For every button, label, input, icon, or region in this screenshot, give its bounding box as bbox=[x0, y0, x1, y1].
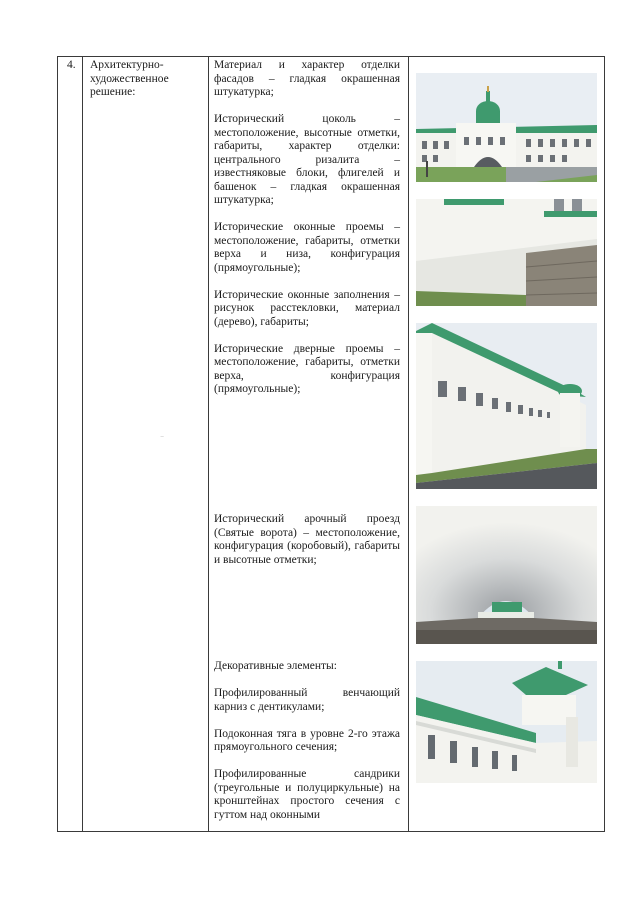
paragraph-door-openings: Исторические дверные проемы – местоположение, габариты, отметки верха, конфигурация (прямоугольные); bbox=[214, 342, 400, 395]
description-block-2 bbox=[214, 513, 400, 581]
row-name: Архитектурно-художественное решение: bbox=[90, 59, 169, 98]
paragraph-arched-passage: Исторический арочный проезд (Святые ворота) – местоположение, конфигурация (коробовый), габариты и высотные отметки; bbox=[214, 513, 400, 566]
paragraph-window-openings: Исторические оконные проемы – местоположение, габариты, отметки верха и низа, конфигурация (прямоугольные); bbox=[214, 221, 400, 274]
column-divider bbox=[408, 57, 409, 831]
plinth-wall-photo bbox=[416, 199, 597, 306]
paragraph-plinth: Исторический цоколь – местоположение, высотные отметки, габариты, характер отделки: центрального ризалита – известняковые блоки, флигелей и башенок – гладкая окрашенная штукатурка; bbox=[214, 113, 400, 206]
long-building-photo bbox=[416, 323, 597, 489]
paragraph-decor-heading: Декоративные элементы: bbox=[214, 660, 337, 672]
paragraph-window-fillings: Исторические оконные заполнения – рисунок расстекловки, материал (дерево), габариты; bbox=[214, 288, 400, 328]
description-block-1 bbox=[214, 59, 400, 410]
cornice-detail-photo bbox=[416, 661, 597, 783]
scan-artifact: ⁻ bbox=[160, 434, 165, 443]
paragraph-facade-material: Материал и характер отделки фасадов – гладкая окрашенная штукатурка; bbox=[214, 59, 400, 98]
arched-passage-photo bbox=[416, 506, 597, 644]
column-divider bbox=[208, 57, 209, 831]
column-divider bbox=[82, 57, 83, 831]
paragraph-cornice: Профилированный венчающий карниз с дентикулами; bbox=[214, 687, 400, 713]
description-block-3 bbox=[214, 660, 400, 822]
building-facade-photo bbox=[416, 73, 597, 182]
paragraph-window-sill: Подоконная тяга в уровне 2-го этажа прямоугольного сечения; bbox=[214, 727, 400, 753]
row-number: 4. bbox=[67, 59, 76, 71]
heritage-table bbox=[57, 56, 605, 832]
paragraph-sandriki: Профилированные сандрики (треугольные и полуциркульные) на кронштейнах простого сечения с гуттом над оконными bbox=[214, 768, 400, 821]
